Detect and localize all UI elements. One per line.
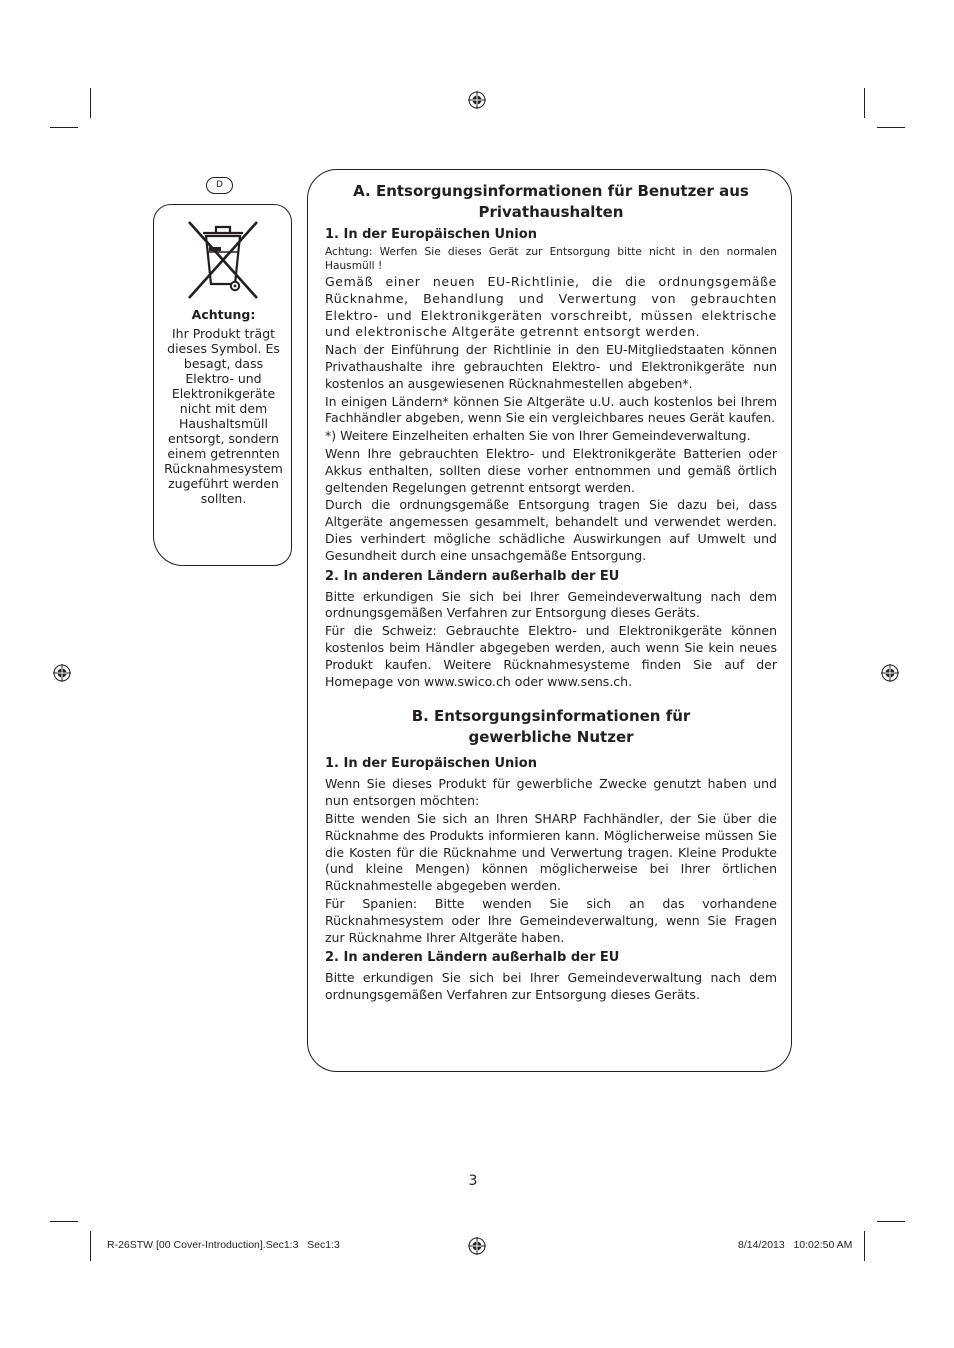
paragraph: Nach der Einführung der Richtlinie in den EU-Mitgliedstaaten können Privathaushalte ihre gebrauchten Elektro- und Elektronikgeräte nun kostenlos an ausgewiesenen Rücknahmestellen abgeben*. <box>325 342 777 391</box>
section-a-sub1-title: 1. In der Europäischen Union <box>325 227 537 242</box>
paragraph: Wenn Ihre gebrauchten Elektro- und Elektronikgeräte Batterien oder Akkus enthalten, sollten diese vorher entnommen und gemäß örtlich geltenden Regelungen getrennt entsorgt werden. <box>325 445 777 495</box>
paragraph: Für Spanien: Bitte wenden Sie sich an das vorhandene Rücknahmesystem oder Ihre Gemeindeverwaltung, wenn Sie Fragen zur Rücknahme Ihrer Altgeräte haben. <box>325 895 777 945</box>
crossed-out-wheelie-bin-icon <box>181 214 265 306</box>
page-number: 3 <box>468 1173 478 1189</box>
paragraph: Für die Schweiz: Gebrauchte Elektro- und Elektronikgeräte können kostenlos beim Händler abgegeben werden, auch wenn Sie kein neues Produkt kaufen. Weitere Rücknahmesysteme finden Sie auf der Homepage von www.swico.ch oder www.sens.ch. <box>325 623 777 689</box>
crop-mark <box>877 127 905 128</box>
paragraph: Gemäß einer neuen EU-Richtlinie, die die ordnungsgemäße Rücknahme, Behandlung und Verwertung von gebrauchten Elektro- und Elektronikgeräten vorschreibt, müssen elektrische und elektronische Altgeräte getrennt entsorgt werden. <box>325 274 777 340</box>
crop-mark <box>50 1221 78 1222</box>
section-b-sub1-title: 1. In der Europäischen Union <box>325 756 537 772</box>
crop-mark <box>90 88 91 118</box>
disposal-information-box <box>307 169 792 1072</box>
section-b-sub2-title: 2. In anderen Ländern außerhalb der EU <box>325 950 620 966</box>
crop-mark <box>90 1231 91 1261</box>
crop-mark <box>50 127 78 128</box>
print-slug-file: R-26STW [00 Cover-Introduction].Sec1:3 Sec1:3 <box>107 1239 340 1251</box>
section-a-note: Achtung: Werfen Sie dieses Gerät zur Entsorgung bitte nicht in den normalen Hausmüll ! <box>325 246 777 272</box>
warning-text: Ihr Produkt trägt dieses Symbol. Es besagt, dass Elektro- und Elektronikgeräte nicht mit dem Haushaltsmüll entsorgt, sondern einem getrennten Rücknahmesystem zugeführt werden sollten. <box>164 326 283 506</box>
registration-mark-icon <box>881 664 899 682</box>
language-badge: D <box>206 177 233 194</box>
paragraph: Durch die ordnungsgemäße Entsorgung tragen Sie dazu bei, dass Altgeräte angemessen gesammelt, behandelt und verwendet werden. Dies verhindert mögliche schädliche Auswirkungen auf Umwelt und Gesundheit durch eine unsachgemäße Entsorgung. <box>325 497 777 563</box>
section-b-title: B. Entsorgungsinformationen für gewerbliche Nutzer <box>411 707 691 747</box>
crop-mark <box>877 1221 905 1222</box>
registration-mark-icon <box>53 664 71 682</box>
paragraph: Bitte erkundigen Sie sich bei Ihrer Gemeindeverwaltung nach dem ordnungsgemäßen Verfahren zur Entsorgung dieses Geräts. <box>325 970 777 1003</box>
crop-mark <box>864 88 865 118</box>
paragraph: In einigen Ländern* können Sie Altgeräte u.U. auch kostenlos bei Ihrem Fachhändler abgeben, wenn Sie ein vergleichbares neues Gerät kaufen. <box>325 393 777 426</box>
section-a-sub2-title: 2. In anderen Ländern außerhalb der EU <box>325 568 620 584</box>
paragraph: Wenn Sie dieses Produkt für gewerbliche Zwecke genutzt haben und nun entsorgen möchten: <box>325 776 777 809</box>
weee-warning-box <box>153 204 292 566</box>
warning-title: Achtung: <box>191 307 256 322</box>
paragraph: Bitte erkundigen Sie sich bei Ihrer Gemeindeverwaltung nach dem ordnungsgemäßen Verfahren zur Entsorgung dieses Geräts. <box>325 588 777 621</box>
registration-mark-icon <box>468 1237 486 1255</box>
registration-mark-icon <box>468 91 486 109</box>
print-slug-date: 8/14/2013 10:02:50 AM <box>738 1239 853 1251</box>
paragraph: *) Weitere Einzelheiten erhalten Sie von Ihrer Gemeindeverwaltung. <box>325 428 751 444</box>
section-a-title: A. Entsorgungsinformationen für Benutzer aus Privathaushalten <box>353 182 749 221</box>
crop-mark <box>864 1231 865 1261</box>
paragraph: Bitte wenden Sie sich an Ihren SHARP Fachhändler, der Sie über die Rücknahme des Produkts informieren kann. Möglicherweise müssen Sie die Kosten für die Rücknahme und Verwertung tragen. Kleine Produkte (und kleine Mengen) können möglicherweise bei Ihrer örtlichen Rücknahmestelle abgegeben werden. <box>325 810 777 894</box>
